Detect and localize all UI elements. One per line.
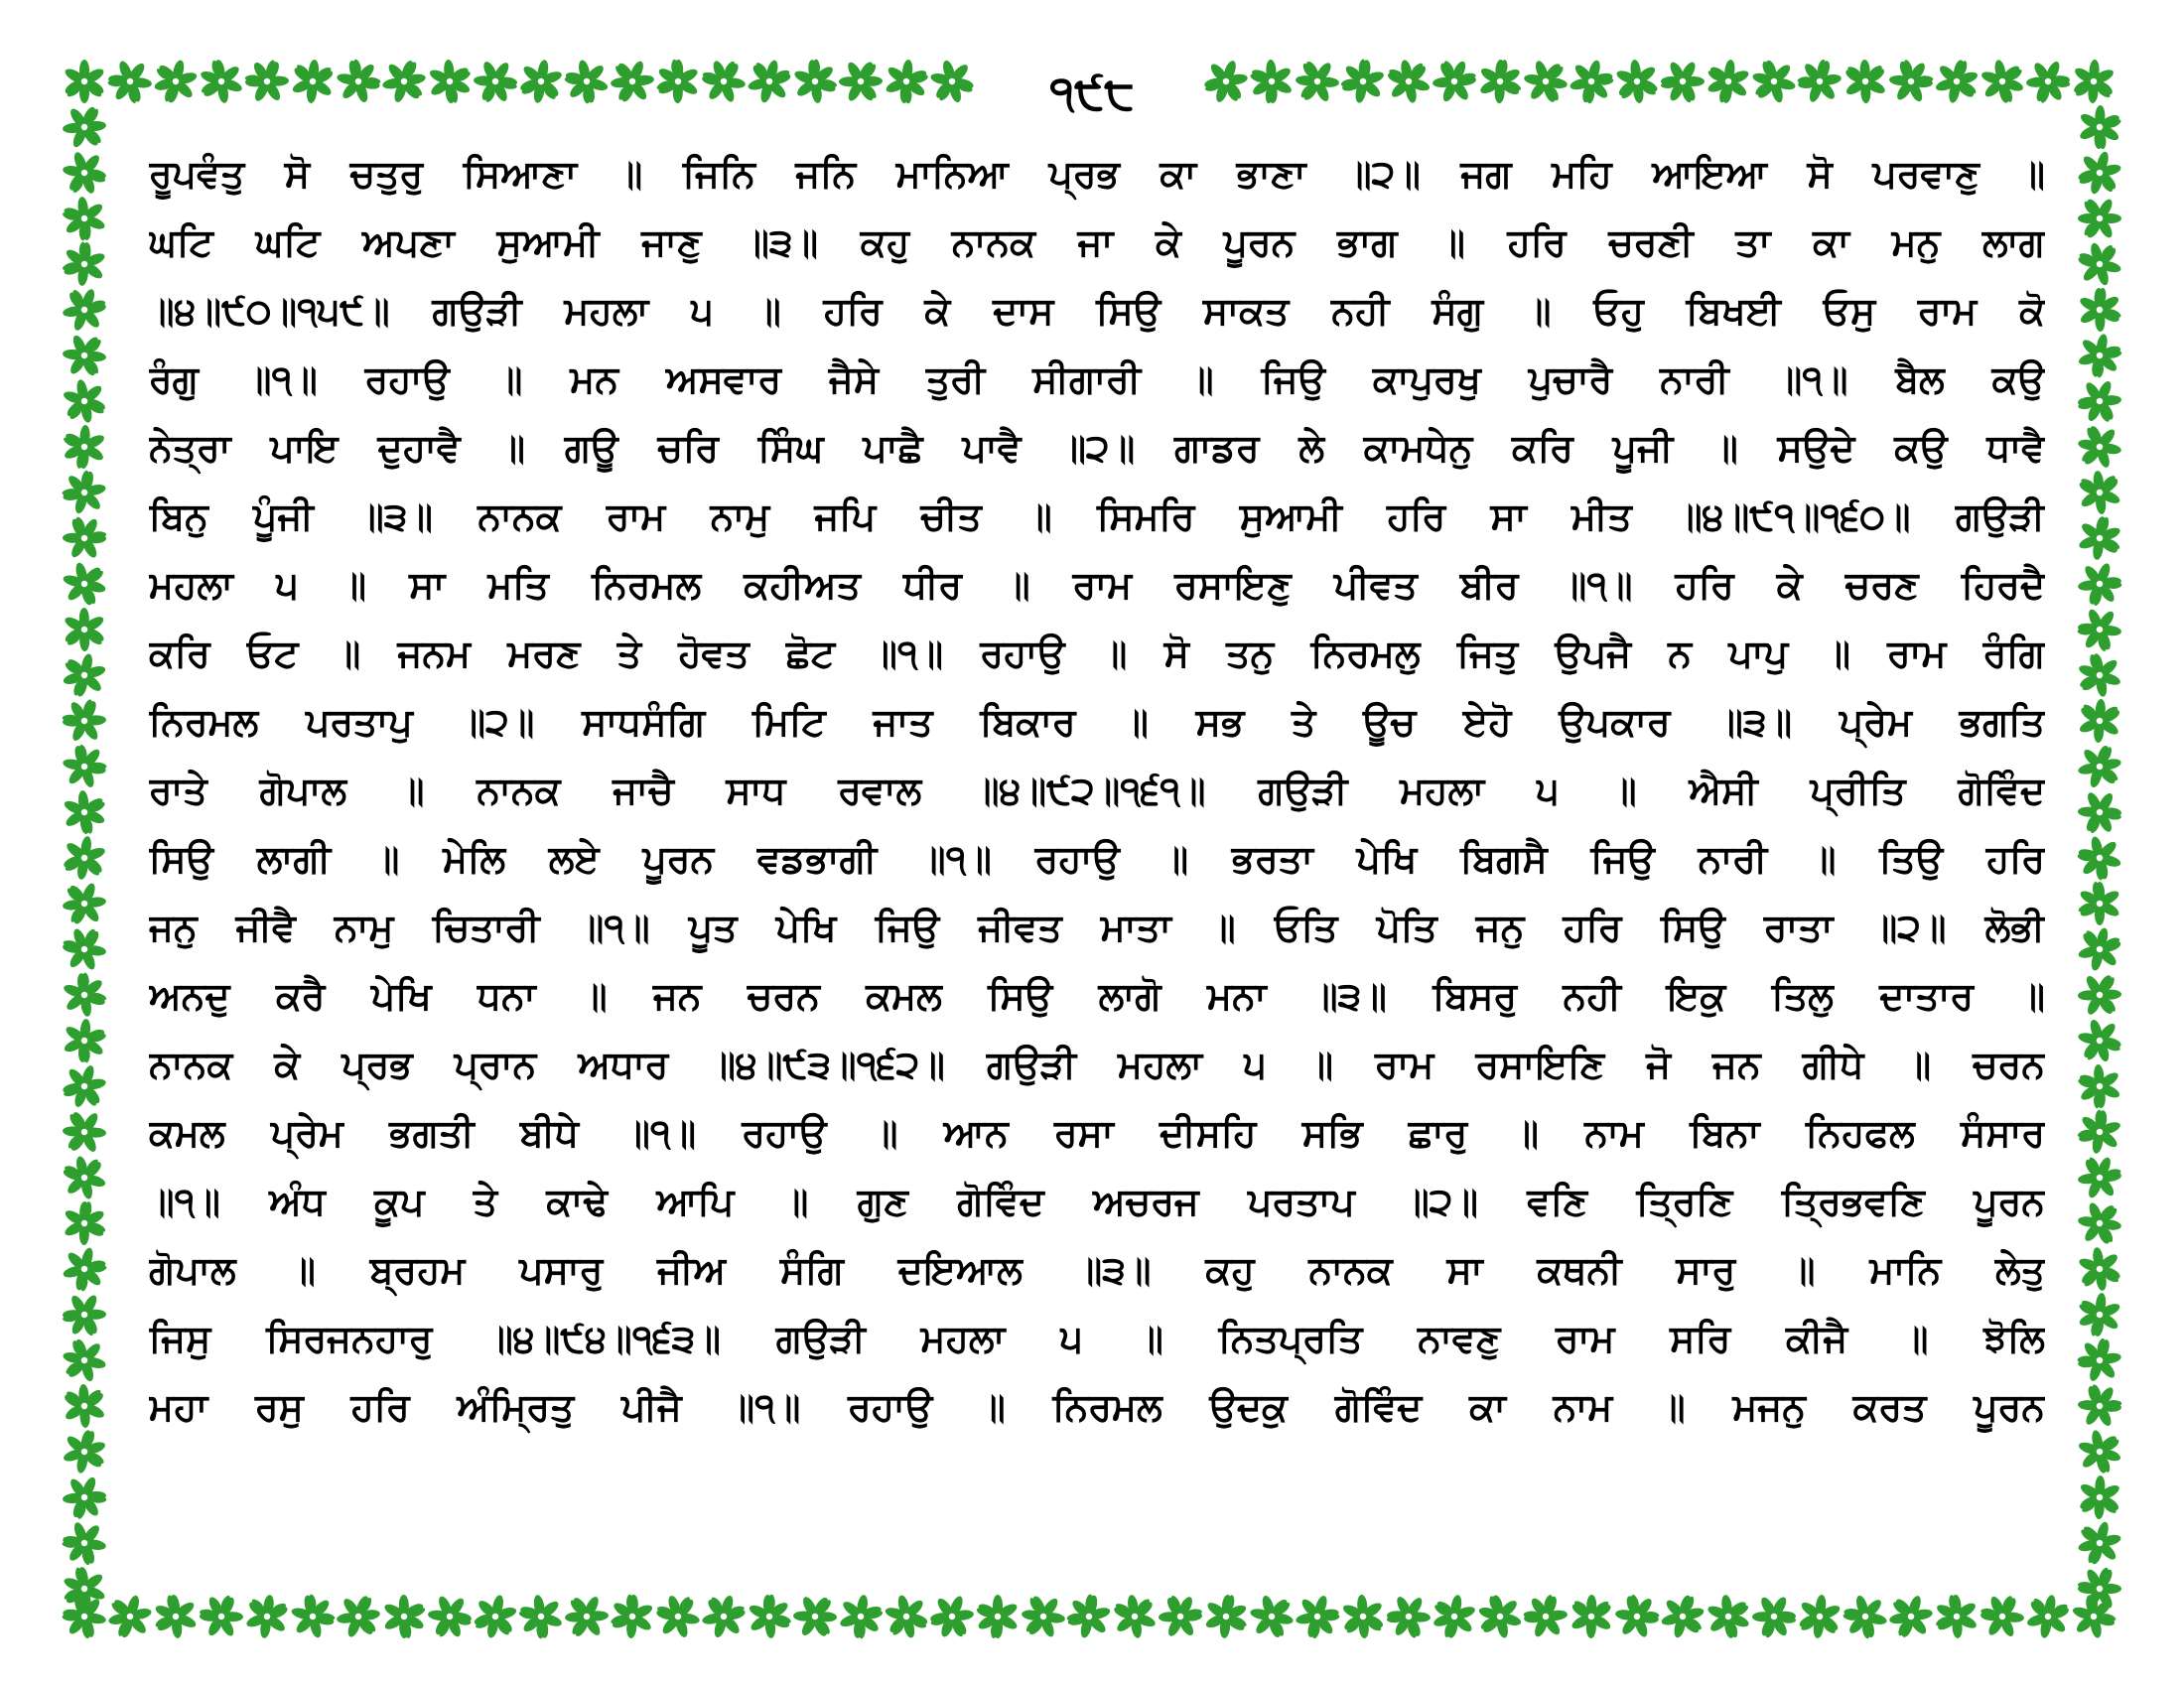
flower-center bbox=[2096, 1174, 2104, 1182]
flower-center bbox=[1587, 1613, 1595, 1620]
flower-center bbox=[2096, 900, 2104, 908]
flower-center bbox=[1359, 1613, 1367, 1620]
flower-center bbox=[1907, 77, 1915, 85]
flower-center bbox=[2096, 443, 2104, 451]
flower-center bbox=[2096, 580, 2104, 588]
flower-center bbox=[80, 1311, 88, 1319]
flower-center bbox=[491, 77, 499, 85]
flower-center bbox=[491, 1613, 499, 1620]
flower-center bbox=[80, 123, 88, 131]
flower-center bbox=[1313, 77, 1321, 85]
flower-center bbox=[80, 489, 88, 496]
flower-center bbox=[1496, 77, 1504, 85]
flower-center bbox=[446, 1613, 454, 1620]
flower-center bbox=[811, 1613, 819, 1620]
flower-center bbox=[400, 1613, 408, 1620]
flower-center bbox=[1998, 1613, 2006, 1620]
flower-center bbox=[2096, 808, 2104, 816]
flower-center bbox=[857, 77, 865, 85]
flower-center bbox=[217, 1613, 225, 1620]
flower-center bbox=[2096, 1037, 2104, 1045]
flower-center bbox=[80, 1402, 88, 1410]
text-line: ਕਰਿ ਓਟ ॥ ਜਨਮ ਮਰਣ ਤੇ ਹੋਵਤ ਛੋਟ ॥੧॥ ਰਹਾਉ ॥ ਸੋ ਤਨੁ ਨਿਰਮਲੁ ਜਿਤੁ ਉਪਜੈ ਨ ਪਾਪੁ ॥ ਰਾਮ ਰੰਗਿ bbox=[149, 632, 2045, 675]
flower-center bbox=[80, 854, 88, 862]
flower-center bbox=[80, 260, 88, 268]
flower-center bbox=[2096, 1585, 2104, 1593]
flower-center bbox=[1450, 77, 1458, 85]
flower-center bbox=[217, 77, 225, 85]
flower-center bbox=[1405, 1613, 1413, 1620]
flower-center bbox=[2096, 1448, 2104, 1456]
flower-center bbox=[1313, 1613, 1321, 1620]
flower-center bbox=[720, 77, 728, 85]
scripture-text bbox=[149, 147, 2045, 1517]
flower-center bbox=[2096, 306, 2104, 314]
flower-center bbox=[583, 77, 591, 85]
flower-center bbox=[2096, 397, 2104, 405]
flower-center bbox=[537, 1613, 545, 1620]
text-line: ॥੪॥੯੦॥੧੫੯॥ ਗਉੜੀ ਮਹਲਾ ੫ ॥ ਹਰਿ ਕੇ ਦਾਸ ਸਿਉ ਸਾਕਤ ਨਹੀ ਸੰਗੁ ॥ ਓਹੁ ਬਿਖਈ ਓਸੁ ਰਾਮ ਕੋ bbox=[149, 289, 2045, 333]
flower-center bbox=[720, 1613, 728, 1620]
flower-center bbox=[80, 945, 88, 953]
flower-center bbox=[1953, 1613, 1961, 1620]
text-line: ਨੇਤ੍ਰਾ ਪਾਇ ਦੁਹਾਵੈ ॥ ਗਊ ਚਰਿ ਸਿੰਘ ਪਾਛੈ ਪਾਵੈ ॥੨॥ ਗਾਡਰ ਲੇ ਕਾਮਧੇਨੁ ਕਰਿ ਪੂਜੀ ॥ ਸਉਦੇ ਕਉ ਧਾਵੈ bbox=[149, 426, 2045, 470]
flower-center bbox=[80, 1448, 88, 1456]
flower-center bbox=[2096, 1219, 2104, 1227]
flower-center bbox=[2096, 169, 2104, 177]
flower-center bbox=[2096, 260, 2104, 268]
flower-center bbox=[1679, 1613, 1687, 1620]
flower-center bbox=[902, 1613, 910, 1620]
flower-center bbox=[1679, 77, 1687, 85]
flower-center bbox=[1724, 77, 1732, 85]
flower-center bbox=[80, 443, 88, 451]
flower-center bbox=[1359, 77, 1367, 85]
flower-center bbox=[80, 1037, 88, 1045]
flower-center bbox=[354, 1613, 362, 1620]
flower-center bbox=[2096, 945, 2104, 953]
flower-center bbox=[2096, 352, 2104, 359]
flower-center bbox=[674, 1613, 682, 1620]
flower-center bbox=[309, 1613, 317, 1620]
text-line: ਰੂਪਵੰਤੁ ਸੋ ਚਤੁਰੁ ਸਿਆਣਾ ॥ ਜਿਨਿ ਜਨਿ ਮਾਨਿਆ ਪ੍ਰਭ ਕਾ ਭਾਣਾ ॥੨॥ ਜਗ ਮਹਿ ਆਇਆ ਸੋ ਪਰਵਾਣੁ ॥ bbox=[149, 152, 2045, 196]
flower-center bbox=[2096, 1311, 2104, 1319]
flower-center bbox=[1268, 77, 1276, 85]
flower-center bbox=[2096, 854, 2104, 862]
flower-center bbox=[2096, 626, 2104, 633]
text-line: ਬਿਨੁ ਪੂੰਜੀ ॥੩॥ ਨਾਨਕ ਰਾਮ ਨਾਮੁ ਜਪਿ ਚੀਤ ॥ ਸਿਮਰਿ ਸੁਆਮੀ ਹਰਿ ਸਾ ਮੀਤ ॥੪॥੯੧॥੧੬੦॥ ਗਉੜੀ bbox=[149, 494, 2045, 538]
flower-center bbox=[80, 397, 88, 405]
flower-center bbox=[80, 1493, 88, 1501]
flower-center bbox=[948, 1613, 956, 1620]
text-line: ਰੰਗੁ ॥੧॥ ਰਹਾਉ ॥ ਮਨ ਅਸਵਾਰ ਜੈਸੇ ਤੁਰੀ ਸੀਗਾਰੀ ॥ ਜਿਉ ਕਾਪੁਰਖੁ ਪੁਚਾਰੈ ਨਾਰੀ ॥੧॥ ਬੈਲ ਕਉ bbox=[149, 357, 2045, 401]
flower-center bbox=[2096, 991, 2104, 999]
flower-center bbox=[80, 1174, 88, 1182]
flower-center bbox=[1907, 1613, 1915, 1620]
flower-center bbox=[1724, 1613, 1732, 1620]
flower-center bbox=[1998, 77, 2006, 85]
text-line: ਜਨੁ ਜੀਵੈ ਨਾਮੁ ਚਿਤਾਰੀ ॥੧॥ ਪੂਤ ਪੇਖਿ ਜਿਉ ਜੀਵਤ ਮਾਤਾ ॥ ਓਤਿ ਪੋਤਿ ਜਨੁ ਹਰਿ ਸਿਉ ਰਾਤਾ ॥੨॥ ਲੋਭੀ bbox=[149, 906, 2045, 949]
flower-center bbox=[1039, 1613, 1047, 1620]
text-line: ਨਿਰਮਲ ਪਰਤਾਪੁ ॥੨॥ ਸਾਧਸੰਗਿ ਮਿਟਿ ਜਾਤ ਬਿਕਾਰ ॥ ਸਭ ਤੇ ਊਚ ਏਹੋ ਉਪਕਾਰ ॥੩॥ ਪ੍ਰੇਮ ਭਗਤਿ bbox=[149, 700, 2045, 744]
flower-center bbox=[1450, 1613, 1458, 1620]
flower-center bbox=[2096, 1082, 2104, 1090]
page-number: ੧੯੮ bbox=[1018, 58, 1166, 127]
text-line: ॥੧॥ ਅੰਧ ਕੂਪ ਤੇ ਕਾਢੇ ਆਪਿ ॥ ਗੁਣ ਗੋਵਿੰਦ ਅਚਰਜ ਪਰਤਾਪ ॥੨॥ ਵਣਿ ਤ੍ਰਿਣਿ ਤ੍ਰਿਭਵਣਿ ਪੂਰਨ bbox=[149, 1180, 2045, 1223]
flower-center bbox=[1587, 77, 1595, 85]
flower-center bbox=[2096, 534, 2104, 542]
flower-center bbox=[80, 580, 88, 588]
flower-center bbox=[172, 77, 180, 85]
text-line: ਘਟਿ ਘਟਿ ਅਪਣਾ ਸੁਆਮੀ ਜਾਣੁ ॥੩॥ ਕਹੁ ਨਾਨਕ ਜਾ ਕੇ ਪੂਰਨ ਭਾਗ ॥ ਹਰਿ ਚਰਣੀ ਤਾ ਕਾ ਮਨੁ ਲਾਗ bbox=[149, 220, 2045, 264]
flower-center bbox=[80, 808, 88, 816]
flower-center bbox=[400, 77, 408, 85]
flower-center bbox=[2096, 1356, 2104, 1364]
flower-center bbox=[628, 1613, 636, 1620]
flower-center bbox=[628, 77, 636, 85]
flower-center bbox=[1816, 77, 1824, 85]
flower-center bbox=[2096, 717, 2104, 725]
flower-center bbox=[2096, 1128, 2104, 1136]
flower-center bbox=[902, 77, 910, 85]
flower-center bbox=[80, 1082, 88, 1090]
flower-center bbox=[2096, 1539, 2104, 1547]
flower-center bbox=[80, 214, 88, 222]
flower-center bbox=[2096, 489, 2104, 496]
text-line: ਕਮਲ ਪ੍ਰੇਮ ਭਗਤੀ ਬੀਧੇ ॥੧॥ ਰਹਾਉ ॥ ਆਨ ਰਸਾ ਦੀਸਹਿ ਸਭਿ ਛਾਰੁ ॥ ਨਾਮ ਬਿਨਾ ਨਿਹਫਲ ਸੰਸਾਰ bbox=[149, 1111, 2045, 1155]
flower-center bbox=[2096, 123, 2104, 131]
flower-center bbox=[80, 169, 88, 177]
flower-center bbox=[80, 900, 88, 908]
flower-center bbox=[126, 77, 134, 85]
flower-center bbox=[80, 1128, 88, 1136]
flower-center bbox=[172, 1613, 180, 1620]
flower-center bbox=[80, 1356, 88, 1364]
flower-center bbox=[1176, 1613, 1184, 1620]
flower-center bbox=[80, 671, 88, 679]
flower-center bbox=[1770, 1613, 1778, 1620]
flower-center bbox=[446, 77, 454, 85]
flower-center bbox=[80, 1219, 88, 1227]
flower-center bbox=[1633, 1613, 1641, 1620]
flower-center bbox=[765, 77, 773, 85]
flower-center bbox=[1953, 77, 1961, 85]
flower-center bbox=[80, 626, 88, 633]
flower-center bbox=[765, 1613, 773, 1620]
flower-center bbox=[1496, 1613, 1504, 1620]
flower-center bbox=[1816, 1613, 1824, 1620]
flower-center bbox=[2096, 1493, 2104, 1501]
flower-center bbox=[2096, 763, 2104, 771]
flower-center bbox=[2096, 214, 2104, 222]
flower-center bbox=[1131, 1613, 1139, 1620]
flower-center bbox=[2090, 77, 2098, 85]
flower-center bbox=[948, 77, 956, 85]
flower-center bbox=[80, 352, 88, 359]
text-line: ਮਹਾ ਰਸੁ ਹਰਿ ਅੰਮ੍ਰਿਤੁ ਪੀਜੈ ॥੧॥ ਰਹਾਉ ॥ ਨਿਰਮਲ ਉਦਕੁ ਗੋਵਿੰਦ ਕਾ ਨਾਮ ॥ ਮਜਨੁ ਕਰਤ ਪੂਰਨ bbox=[149, 1385, 2045, 1429]
text-line: ਰਾਤੇ ਗੋਪਾਲ ॥ ਨਾਨਕ ਜਾਚੈ ਸਾਧ ਰਵਾਲ ॥੪॥੯੨॥੧੬੧॥ ਗਉੜੀ ਮਹਲਾ ੫ ॥ ਐਸੀ ਪ੍ਰੀਤਿ ਗੋਵਿੰਦ bbox=[149, 769, 2045, 812]
flower-center bbox=[80, 717, 88, 725]
flower-center bbox=[2096, 671, 2104, 679]
text-line: ਸਿਉ ਲਾਗੀ ॥ ਮੇਲਿ ਲਏ ਪੂਰਨ ਵਡਭਾਗੀ ॥੧॥ ਰਹਾਉ ॥ ਭਰਤਾ ਪੇਖਿ ਬਿਗਸੈ ਜਿਉ ਨਾਰੀ ॥ ਤਿਉ ਹਰਿ bbox=[149, 837, 2045, 881]
flower-center bbox=[1633, 77, 1641, 85]
flower-center bbox=[1268, 1613, 1276, 1620]
text-line: ਅਨਦੁ ਕਰੈ ਪੇਖਿ ਧਨਾ ॥ ਜਨ ਚਰਨ ਕਮਲ ਸਿਉ ਲਾਗੋ ਮਨਾ ॥੩॥ ਬਿਸਰੁ ਨਹੀ ਇਕੁ ਤਿਲੁ ਦਾਤਾਰ ॥ bbox=[149, 974, 2045, 1018]
flower-center bbox=[80, 1265, 88, 1273]
flower-center bbox=[2044, 77, 2052, 85]
flower-center bbox=[2096, 1265, 2104, 1273]
flower-center bbox=[1222, 1613, 1230, 1620]
flower-center bbox=[80, 1539, 88, 1547]
flower-center bbox=[1542, 77, 1550, 85]
flower-center bbox=[354, 77, 362, 85]
flower-center bbox=[1085, 1613, 1093, 1620]
flower-center bbox=[583, 1613, 591, 1620]
flower-center bbox=[1861, 1613, 1869, 1620]
flower-center bbox=[1542, 1613, 1550, 1620]
flower-center bbox=[126, 1613, 134, 1620]
flower-center bbox=[994, 1613, 1002, 1620]
flower-center bbox=[674, 77, 682, 85]
flower-center bbox=[1222, 77, 1230, 85]
flower-center bbox=[80, 991, 88, 999]
flower-center bbox=[263, 77, 271, 85]
flower-center bbox=[80, 1613, 88, 1620]
text-line: ਗੋਪਾਲ ॥ ਬ੍ਰਹਮ ਪਸਾਰੁ ਜੀਅ ਸੰਗਿ ਦਇਆਲ ॥੩॥ ਕਹੁ ਨਾਨਕ ਸਾ ਕਥਨੀ ਸਾਰੁ ॥ ਮਾਨਿ ਲੇਤੁ bbox=[149, 1248, 2045, 1292]
flower-center bbox=[80, 77, 88, 85]
flower-center bbox=[2096, 1402, 2104, 1410]
flower-center bbox=[80, 534, 88, 542]
flower-center bbox=[2090, 1613, 2098, 1620]
text-line: ਮਹਲਾ ੫ ॥ ਸਾ ਮਤਿ ਨਿਰਮਲ ਕਹੀਅਤ ਧੀਰ ॥ ਰਾਮ ਰਸਾਇਣੁ ਪੀਵਤ ਬੀਰ ॥੧॥ ਹਰਿ ਕੇ ਚਰਣ ਹਿਰਦੈ bbox=[149, 563, 2045, 607]
flower-center bbox=[80, 1585, 88, 1593]
flower-center bbox=[537, 77, 545, 85]
flower-center bbox=[309, 77, 317, 85]
text-line: ਨਾਨਕ ਕੇ ਪ੍ਰਭ ਪ੍ਰਾਨ ਅਧਾਰ ॥੪॥੯੩॥੧੬੨॥ ਗਉੜੀ ਮਹਲਾ ੫ ॥ ਰਾਮ ਰਸਾਇਣਿ ਜੋ ਜਨ ਗੀਧੇ ॥ ਚਰਨ bbox=[149, 1043, 2045, 1086]
flower-center bbox=[857, 1613, 865, 1620]
flower-center bbox=[1405, 77, 1413, 85]
text-line: ਜਿਸੁ ਸਿਰਜਨਹਾਰੁ ॥੪॥੯੪॥੧੬੩॥ ਗਉੜੀ ਮਹਲਾ ੫ ॥ ਨਿਤਪ੍ਰਤਿ ਨਾਵਣੁ ਰਾਮ ਸਰਿ ਕੀਜੈ ॥ ਝੋਲਿ bbox=[149, 1317, 2045, 1360]
flower-center bbox=[263, 1613, 271, 1620]
flower-center bbox=[1770, 77, 1778, 85]
flower-center bbox=[80, 763, 88, 771]
flower-center bbox=[80, 306, 88, 314]
flower-center bbox=[1861, 77, 1869, 85]
flower-center bbox=[811, 77, 819, 85]
flower-center bbox=[2044, 1613, 2052, 1620]
